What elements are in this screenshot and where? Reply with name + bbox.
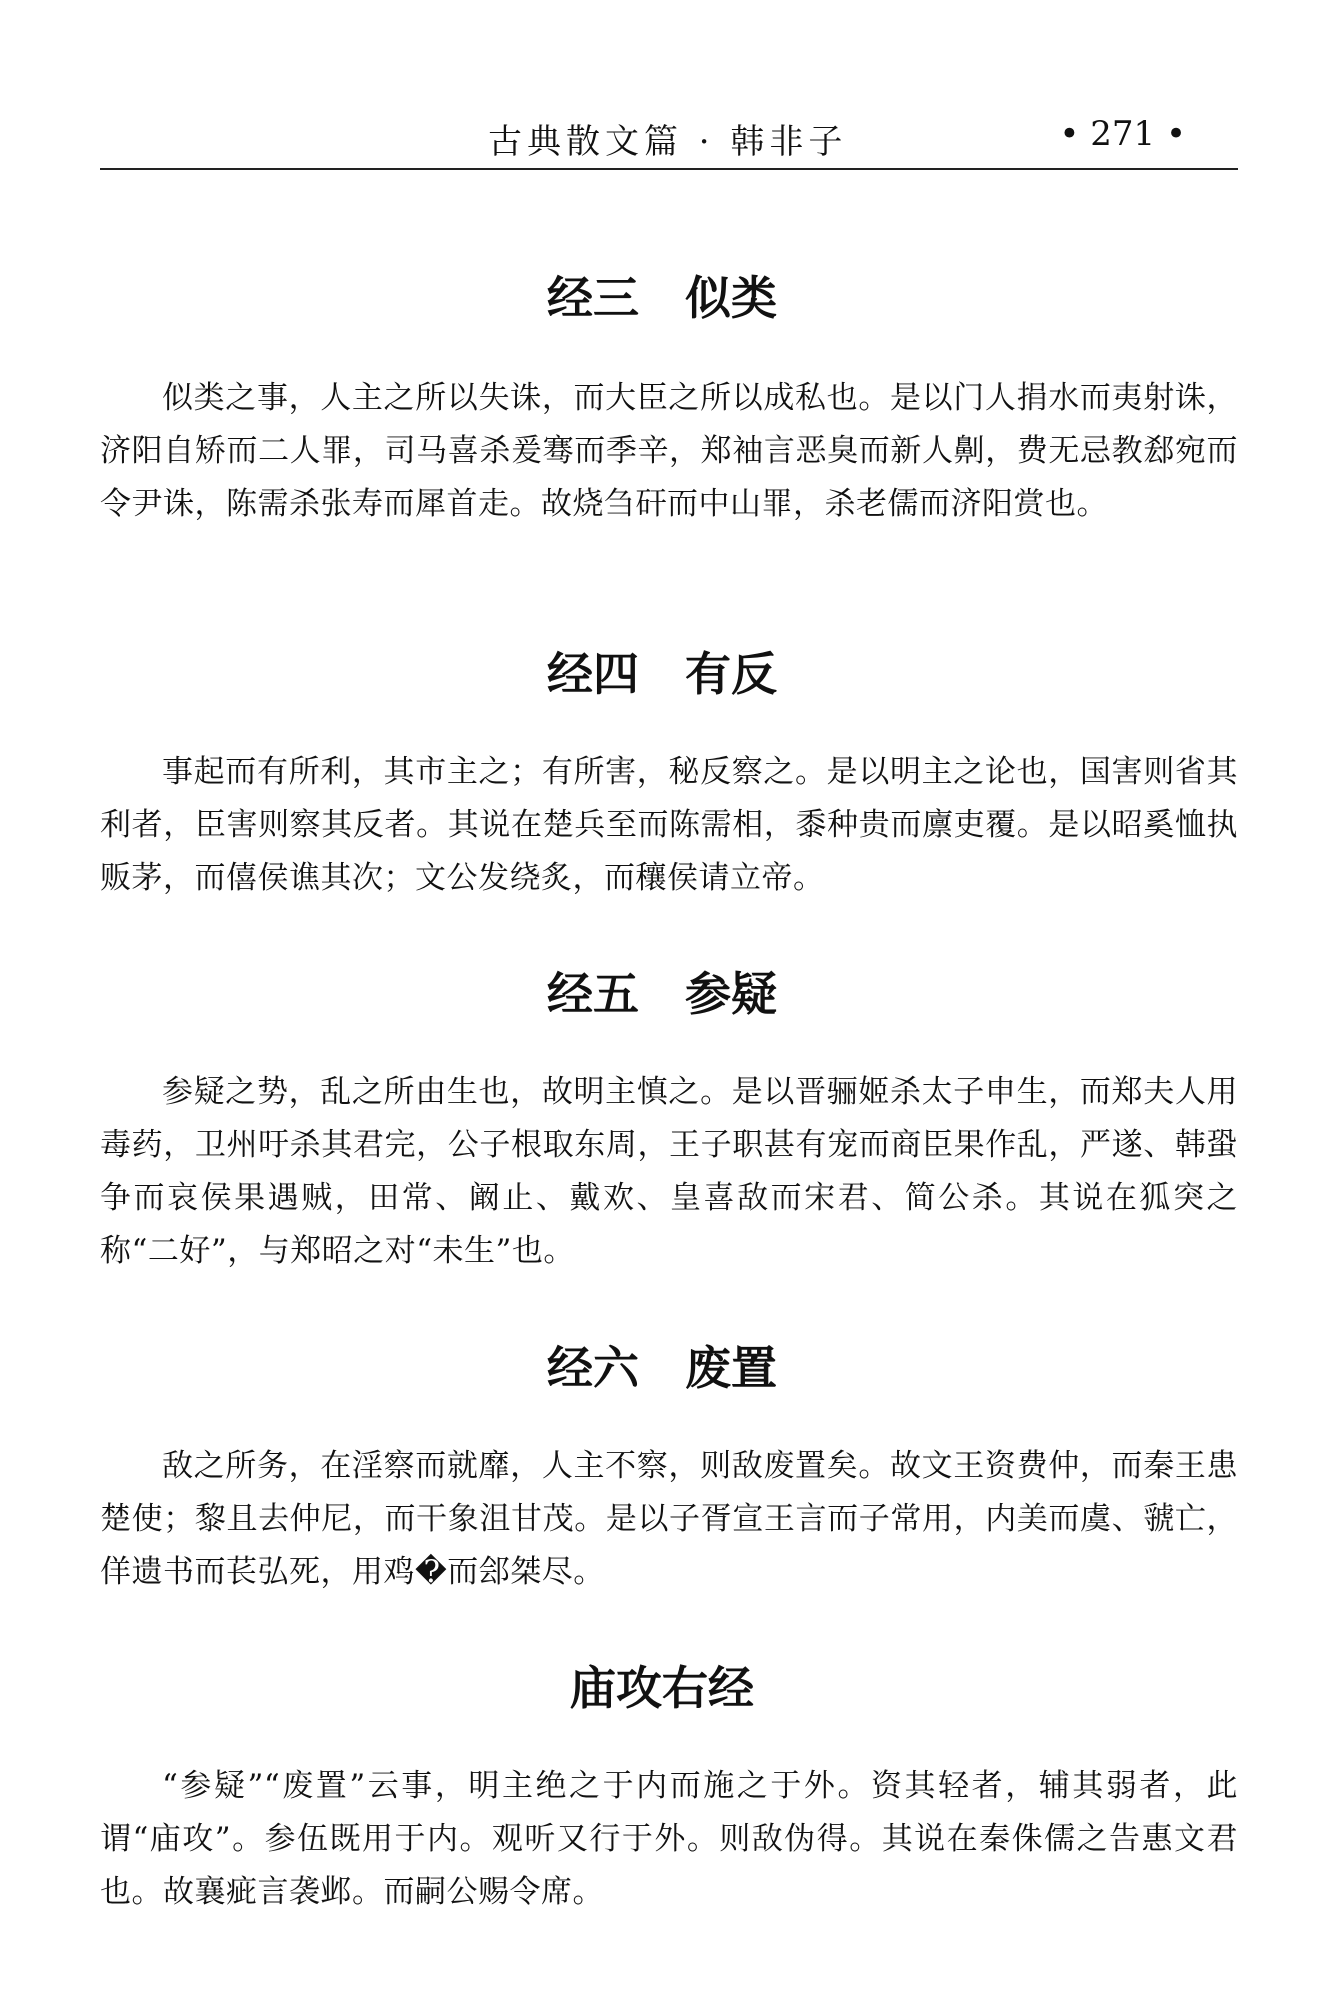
section-paragraph-jing-san: 似类之事，人主之所以失诛，而大臣之所以成私也。是以门人捐水而夷射诛，济阳自矫而二人罪，司马喜杀爰骞而季辛，郑袖言恶臭而新人劓，费无忌教郄宛而令尹诛，陈需杀张寿而犀首走。故烧刍矸而中山罪，杀老儒而济阳赏也。	[100, 380, 1238, 522]
running-header	[100, 108, 1238, 170]
section-paragraph-jing-si: 事起而有所利，其市主之；有所害，秘反察之。是以明主之论也，国害则省其利者，臣害则察其反者。其说在楚兵至而陈需相，黍种贵而廪吏覆。是以昭奚恤执贩茅，而僖侯谯其次；文公发绕炙，而穰侯请立帝。	[100, 754, 1238, 896]
section-heading-miao-gong-you-jing: 庙攻右经	[570, 1661, 754, 1715]
header-title: 古典散文篇 · 韩非子	[488, 122, 848, 162]
section-heading-jing-wu: 经五 参疑	[547, 967, 777, 1021]
section-heading-jing-si: 经四 有反	[547, 647, 777, 701]
section-paragraph-jing-wu: 参疑之势，乱之所由生也，故明主慎之。是以晋骊姬杀太子申生，而郑夫人用毒药，卫州吁杀其君完，公子根取东周，王子职甚有宠而商臣果作乱，严遂、韩蛩争而哀侯果遇贼，田常、阚止、戴欢、皇喜敌而宋君、简公杀。其说在狐突之称“二好”，与郑昭之对“未生”也。	[100, 1074, 1238, 1269]
page-number: • 271 •	[1059, 114, 1186, 154]
section-heading-jing-liu: 经六 废置	[547, 1341, 777, 1395]
section-paragraph-jing-liu: 敌之所务，在淫察而就靡，人主不察，则敌废置矣。故文王资费仲，而秦王患楚使；黎且去仲尼，而干象沮甘茂。是以子胥宣王言而子常用，内美而虞、虢亡，佯遗书而苌弘死，用鸡�而郐桀尽。	[100, 1448, 1238, 1590]
section-heading-jing-san: 经三 似类	[547, 271, 777, 325]
section-paragraph-miao-gong-you-jing: “参疑”“废置”云事，明主绝之于内而施之于外。资其轻者，辅其弱者，此谓“庙攻”。参伍既用于内。观听又行于外。则敌伪得。其说在秦侏儒之告惠文君也。故襄疵言袭邺。而嗣公赐令席。	[100, 1768, 1238, 1910]
